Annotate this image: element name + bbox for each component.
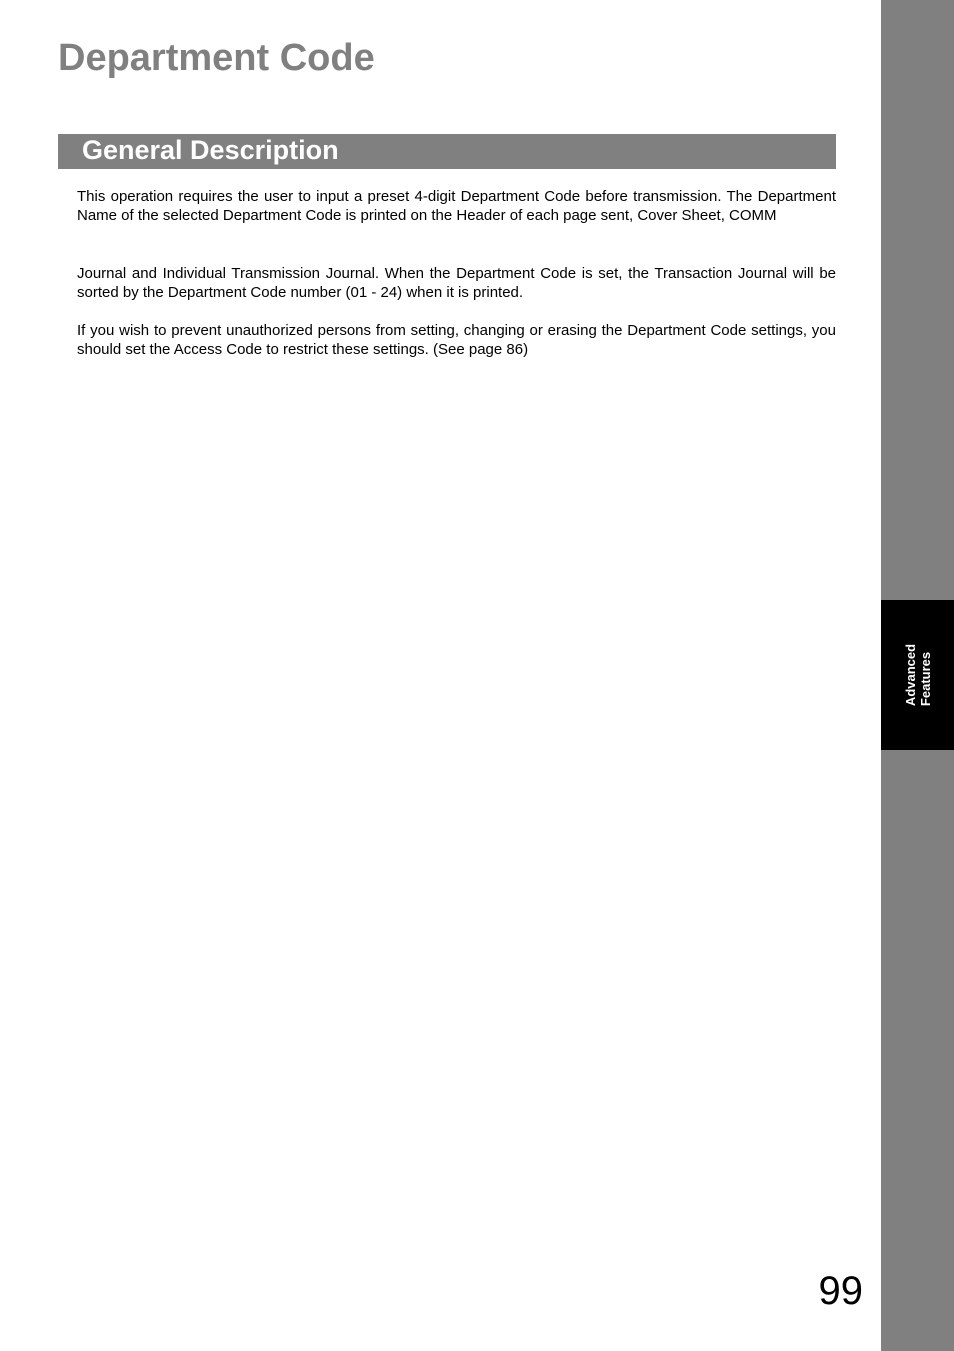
page-title: Department Code <box>58 37 375 79</box>
paragraph-3: If you wish to prevent unauthorized persons from setting, changing or erasing the Department Code settings, you should set the Access Code to restrict these settings. (See page 86) <box>77 322 836 359</box>
section-heading: General Description <box>82 135 339 165</box>
chapter-tab-advanced-features <box>881 600 954 750</box>
chapter-side-tab <box>881 0 954 1351</box>
paragraph-1: This operation requires the user to input a preset 4-digit Department Code before transmission. The Department Name of the selected Department Code is printed on the Header of each page sent, Cover Sheet, COMM <box>77 188 836 225</box>
chapter-tab-label-line1: Advanced <box>902 643 918 707</box>
chapter-tab-label-line2: Features <box>917 651 933 707</box>
paragraph-2: Journal and Individual Transmission Journal. When the Department Code is set, the Transaction Journal will be sorted by the Department Code number (01 - 24) when it is printed. <box>77 265 836 302</box>
section-heading-bar <box>58 134 836 169</box>
page-number: 99 <box>818 1269 863 1313</box>
chapter-tab-label <box>903 644 933 706</box>
